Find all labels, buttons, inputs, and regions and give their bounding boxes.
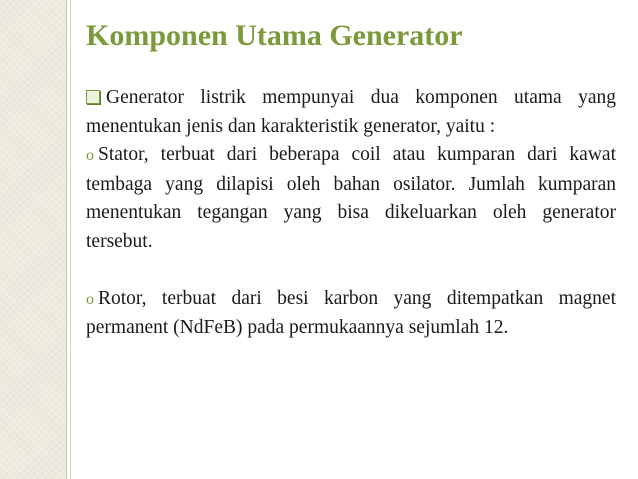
circle-bullet-marker: o (86, 147, 94, 164)
bullet-item (86, 84, 616, 141)
bullet-text: Stator, terbuat dari beberapa coil atau kumparan dari kawat tembaga yang dilapisi oleh bahan osilator. Jumlah kumparan menentukan tegangan yang bisa dikeluarkan oleh generator tersebut. (86, 144, 616, 252)
bullet-text: Generator listrik mempunyai dua komponen utama yang menentukan jenis dan karakteristik generator, yaitu : (86, 87, 616, 137)
checkbox-bullet-icon (86, 90, 100, 104)
slide-content (86, 84, 616, 343)
decorative-left-band (0, 0, 66, 479)
slide-title: Komponen Utama Generator (86, 19, 463, 52)
sub-bullet-item (86, 141, 616, 256)
paragraph-spacer (86, 256, 616, 285)
sub-bullet-item (86, 285, 616, 343)
decorative-divider-line (70, 0, 71, 479)
decorative-divider-line (66, 0, 67, 479)
bullet-text: Rotor, terbuat dari besi karbon yang ditempatkan magnet permanent (NdFeB) pada permukaannya sejumlah 12. (86, 287, 616, 338)
circle-bullet-marker: o (86, 290, 94, 308)
